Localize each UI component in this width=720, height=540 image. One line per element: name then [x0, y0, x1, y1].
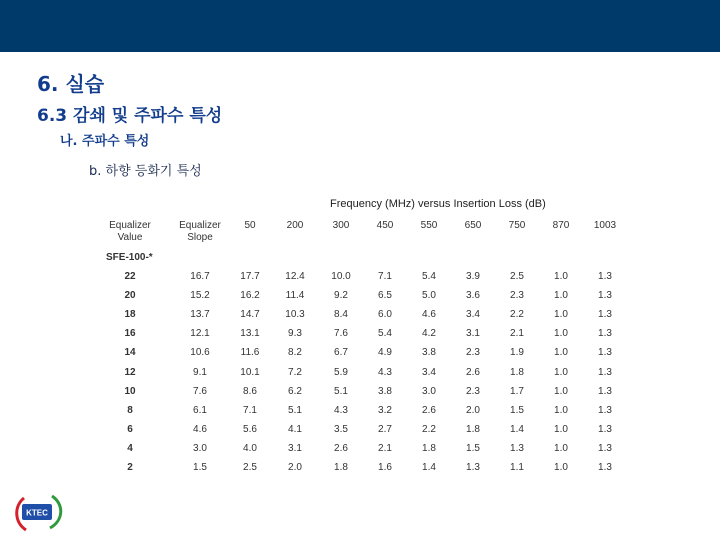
table-cell: 1.0: [554, 385, 568, 397]
equalizer-value-cell: 4: [127, 442, 133, 454]
table-cell: 2.2: [422, 423, 436, 435]
table-cell: 9.3: [288, 328, 302, 340]
column-header-line: Equalizer: [109, 220, 151, 231]
table-cell: 12.4: [285, 271, 305, 282]
table-cell: 1.3: [598, 442, 612, 454]
table-cell: 7.1: [243, 404, 257, 416]
table-cell: 4.6: [422, 309, 436, 321]
table-cell: 4.6: [193, 423, 207, 435]
column-header-line: 200: [286, 220, 304, 231]
table-cell: 2.1: [510, 328, 524, 340]
equalizer-value-cell: 18: [124, 309, 136, 321]
table-cell: 6.5: [378, 290, 392, 302]
table-cell: 1.0: [554, 366, 568, 378]
table-cell: 9.2: [334, 290, 348, 302]
table-cell: 1.8: [510, 366, 524, 378]
column-header-line: 550: [420, 220, 438, 231]
table-cell: 6.2: [288, 385, 302, 397]
table-cell: 16.2: [240, 290, 260, 302]
table-cell: 2.2: [510, 309, 524, 321]
table-cell: 4.3: [378, 366, 392, 378]
table-cell: 3.8: [378, 385, 392, 397]
table-cell: 13.7: [190, 309, 210, 321]
table-cell: 12.1: [190, 328, 210, 340]
table-cell: 16.7: [190, 271, 210, 282]
table-cell: 2.0: [288, 462, 302, 473]
table-cell: 1.0: [554, 271, 568, 282]
table-cell: 4.0: [243, 442, 257, 454]
table-cell: 2.5: [243, 462, 257, 473]
table-cell: 7.2: [288, 366, 302, 378]
table-cell: 8.4: [334, 309, 348, 321]
column-header-line: Value: [117, 232, 143, 243]
header-bar: [0, 0, 720, 52]
table-cell: 2.0: [466, 404, 480, 416]
table-cell: 4.3: [334, 404, 348, 416]
table-cell: 2.6: [334, 442, 348, 454]
table-cell: 1.3: [598, 290, 612, 302]
table-cell: 1.7: [510, 385, 524, 397]
table-cell: 6.0: [378, 309, 392, 321]
table-cell: 2.5: [510, 271, 524, 282]
table-frequency-header: Frequency (MHz) versus Insertion Loss (dB): [330, 198, 546, 210]
column-header-line: 650: [464, 220, 482, 231]
column-header-line: Slope: [187, 232, 213, 243]
table-cell: 14.7: [240, 309, 260, 321]
table-column-header: [270, 220, 320, 232]
table-cell: 5.1: [334, 385, 348, 397]
column-header-line: 50: [244, 220, 256, 231]
table-cell: 1.0: [554, 290, 568, 302]
table-cell: 8.2: [288, 347, 302, 359]
equalizer-value-cell: 20: [124, 290, 136, 302]
table-group-label: SFE-100-*: [106, 252, 153, 263]
table-cell: 1.5: [510, 404, 524, 416]
table-cell: 1.5: [193, 462, 207, 473]
table-cell: 1.0: [554, 328, 568, 340]
table-column-header: [492, 220, 542, 232]
table-cell: 1.3: [598, 404, 612, 416]
table-cell: 2.6: [422, 404, 436, 416]
equalizer-value-cell: 8: [127, 404, 133, 416]
table-cell: 3.6: [466, 290, 480, 302]
table-cell: 1.0: [554, 462, 568, 473]
table-cell: 1.3: [598, 347, 612, 359]
column-header-line: 870: [552, 220, 570, 231]
table-cell: 7.6: [334, 328, 348, 340]
equalizer-value-cell: 2: [127, 462, 133, 473]
table-cell: 3.5: [334, 423, 348, 435]
table-cell: 1.9: [510, 347, 524, 359]
table-cell: 4.2: [422, 328, 436, 340]
table-cell: 3.1: [288, 442, 302, 454]
table-cell: 3.0: [193, 442, 207, 454]
table-cell: 1.3: [466, 462, 480, 473]
table-cell: 6.1: [193, 404, 207, 416]
table-cell: 5.4: [378, 328, 392, 340]
table-cell: 3.9: [466, 271, 480, 282]
table-cell: 1.3: [510, 442, 524, 454]
table-cell: 3.8: [422, 347, 436, 359]
sub-subsection-title: 나. 주파수 특성: [60, 134, 150, 149]
table-column-header: [316, 220, 366, 232]
table-cell: 7.1: [378, 271, 392, 282]
section-title: 6. 실습: [37, 72, 105, 96]
table-cell: 1.3: [598, 366, 612, 378]
table-cell: 10.6: [190, 347, 210, 359]
table-cell: 5.1: [288, 404, 302, 416]
table-cell: 3.4: [422, 366, 436, 378]
table-cell: 1.8: [334, 462, 348, 473]
equalizer-value-cell: 6: [127, 423, 133, 435]
table-cell: 11.6: [240, 347, 260, 359]
table-cell: 5.4: [422, 271, 436, 282]
table-cell: 4.9: [378, 347, 392, 359]
table-column-header: [448, 220, 498, 232]
table-cell: 6.7: [334, 347, 348, 359]
column-header-line: 450: [376, 220, 394, 231]
table-cell: 10.3: [285, 309, 305, 321]
table-cell: 9.1: [193, 366, 207, 378]
table-column-header: [225, 220, 275, 232]
table-cell: 1.3: [598, 328, 612, 340]
table-cell: 2.3: [510, 290, 524, 302]
table-cell: 1.3: [598, 385, 612, 397]
table-column-header: [580, 220, 630, 232]
equalizer-value-cell: 16: [124, 328, 136, 340]
table-cell: 1.8: [466, 423, 480, 435]
ktec-logo: [10, 490, 66, 534]
table-cell: 1.1: [510, 462, 524, 473]
table-cell: 1.3: [598, 462, 612, 473]
table-cell: 3.1: [466, 328, 480, 340]
equalizer-value-cell: 10: [124, 385, 136, 397]
subsection-title: 6.3 감쇄 및 주파수 특성: [37, 106, 223, 126]
table-cell: 1.0: [554, 347, 568, 359]
table-cell: 8.6: [243, 385, 257, 397]
table-cell: 1.0: [554, 423, 568, 435]
table-cell: 3.4: [466, 309, 480, 321]
column-header-line: 300: [332, 220, 350, 231]
table-cell: 17.7: [240, 271, 260, 282]
table-cell: 1.0: [554, 309, 568, 321]
logo-text: KTEC: [26, 508, 48, 518]
column-header-line: Equalizer: [179, 220, 221, 231]
table-cell: 1.4: [510, 423, 524, 435]
table-column-header: [536, 220, 586, 232]
table-cell: 3.2: [378, 404, 392, 416]
table-cell: 3.0: [422, 385, 436, 397]
table-cell: 2.7: [378, 423, 392, 435]
table-column-header: [360, 220, 410, 232]
table-cell: 4.1: [288, 423, 302, 435]
table-cell: 1.3: [598, 309, 612, 321]
table-cell: 10.1: [240, 366, 260, 378]
table-cell: 5.9: [334, 366, 348, 378]
table-cell: 1.0: [554, 442, 568, 454]
table-cell: 1.3: [598, 423, 612, 435]
equalizer-value-cell: 12: [124, 366, 136, 378]
table-cell: 1.5: [466, 442, 480, 454]
table-column-header: [404, 220, 454, 232]
table-cell: 1.3: [598, 271, 612, 282]
table-cell: 5.6: [243, 423, 257, 435]
table-cell: 7.6: [193, 385, 207, 397]
table-cell: 1.4: [422, 462, 436, 473]
column-header-line: 750: [508, 220, 526, 231]
table-cell: 11.4: [285, 290, 305, 302]
table-cell: 1.8: [422, 442, 436, 454]
table-column-header: [105, 220, 155, 244]
table-cell: 15.2: [190, 290, 210, 302]
table-cell: 2.3: [466, 385, 480, 397]
table-cell: 5.0: [422, 290, 436, 302]
table-cell: 13.1: [240, 328, 260, 340]
column-header-line: 1003: [593, 220, 617, 231]
equalizer-value-cell: 14: [124, 347, 136, 359]
table-cell: 10.0: [331, 271, 351, 282]
table-cell: 1.0: [554, 404, 568, 416]
table-cell: 2.6: [466, 366, 480, 378]
table-cell: 1.6: [378, 462, 392, 473]
table-cell: 2.1: [378, 442, 392, 454]
item-title: b. 하향 등화기 특성: [89, 164, 202, 179]
table-column-header: [175, 220, 225, 244]
equalizer-value-cell: 22: [124, 271, 136, 282]
table-cell: 2.3: [466, 347, 480, 359]
